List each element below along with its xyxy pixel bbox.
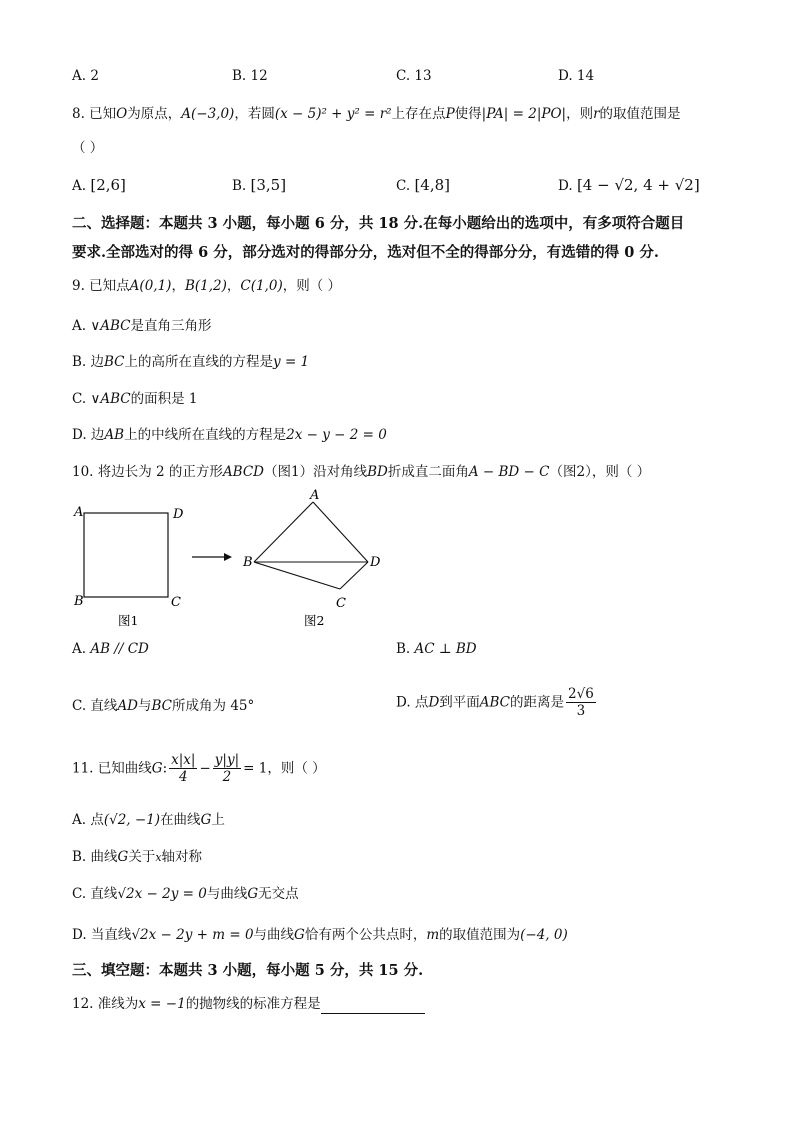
q11-option-c: C. 直线√2x − 2y = 0与曲线G无交点 [72,886,299,902]
q12-stem: 12. 准线为x = −1的抛物线的标准方程是 [72,994,425,1014]
fig1-caption: 图1 [118,613,139,628]
q11-option-a: A. 点(√2, −1)在曲线G上 [72,812,225,828]
q8-option-d: D. [4 − √2, 4 + √2] [558,176,700,194]
q8-option-c: C. [4,8] [396,176,450,194]
fig1-label-c: C [171,595,181,610]
q9-stem: 9. 已知点A(0,1)，B(1,2)，C(1,0)，则（ ） [72,278,342,294]
q9-option-d: D. 边AB上的中线所在直线的方程是2x − y − 2 = 0 [72,427,387,443]
q10-option-c: C. 直线AD与BC所成角为 45° [72,698,255,714]
q10-option-b: B. AC ⊥ BD [396,641,477,657]
fig1-label-d: D [173,507,184,522]
q11-option-d: D. 当直线√2x − 2y + m = 0与曲线G恰有两个公共点时，m的取值范围为(−4, 0) [72,927,568,943]
q9-option-a: A. ∨ABC是直角三角形 [72,318,212,334]
q12-answer-blank[interactable] [321,999,425,1014]
q11-option-b: B. 曲线G关于x轴对称 [72,849,203,865]
q7-option-a: A. 2 [72,68,99,84]
fig2-label-a: A [310,488,320,503]
q7-option-d: D. 14 [558,68,595,84]
q8-option-b: B. [3,5] [232,176,287,194]
q10-option-a: A. AB // CD [72,641,149,657]
q9-option-b: B. 边BC上的高所在直线的方程是y = 1 [72,354,310,370]
q11-fraction-1: $\frac{x|x|}{4}$ [171,752,196,785]
q8-answer-paren: （ ） [72,140,104,156]
q10-option-d: D. 点D到平面ABC的距离是 $\frac{2√6}{3}$ [396,686,594,719]
q10-figures [60,485,400,635]
q10-stem: 10. 将边长为 2 的正方形ABCD（图1）沿对角线BD折成直二面角A − BD − C（图2），则（ ） [72,464,651,480]
figure1-square [73,505,184,628]
fig1-label-a: A [74,505,84,520]
fig2-label-b: B [243,555,253,570]
fig2-label-d: D [370,555,381,570]
fig2-caption: 图2 [304,613,325,628]
figure2-folded [242,488,381,628]
fig2-label-c: C [336,596,346,611]
q11-stem: 11. 已知曲线G: $\frac{x|x|}{4}$ − $\frac{y|y|}{2}$ = 1，则（ ） [72,752,326,785]
fig1-label-b: B [74,594,84,609]
q9-option-c: C. ∨ABC的面积是 1 [72,391,198,407]
section2-heading-line1: 二、选择题：本题共 3 小题，每小题 6 分，共 18 分.在每小题给出的选项中，有多项符合题目 [72,215,685,232]
q11-fraction-2: $\frac{y|y|}{2}$ [214,752,240,785]
q8-stem: 8. 已知O为原点，A(−3,0)，若圆(x − 5)² + y² = r²上存在点P使得|PA| = 2|PO|，则r的取值范围是 [72,106,681,122]
q8-option-a: A. [2,6] [72,176,126,194]
section2-heading-line2: 要求.全部选对的得 6 分，部分选对的得部分分，选对但不全的得部分分，有选错的得 0 分. [72,244,659,261]
q7-option-c: C. 13 [396,68,432,84]
q7-option-b: B. 12 [232,68,268,84]
section3-heading: 三、填空题：本题共 3 小题，每小题 5 分，共 15 分. [72,962,424,979]
arrow [192,553,232,561]
q10-distance-fraction: $\frac{2√6}{3}$ [568,686,594,719]
